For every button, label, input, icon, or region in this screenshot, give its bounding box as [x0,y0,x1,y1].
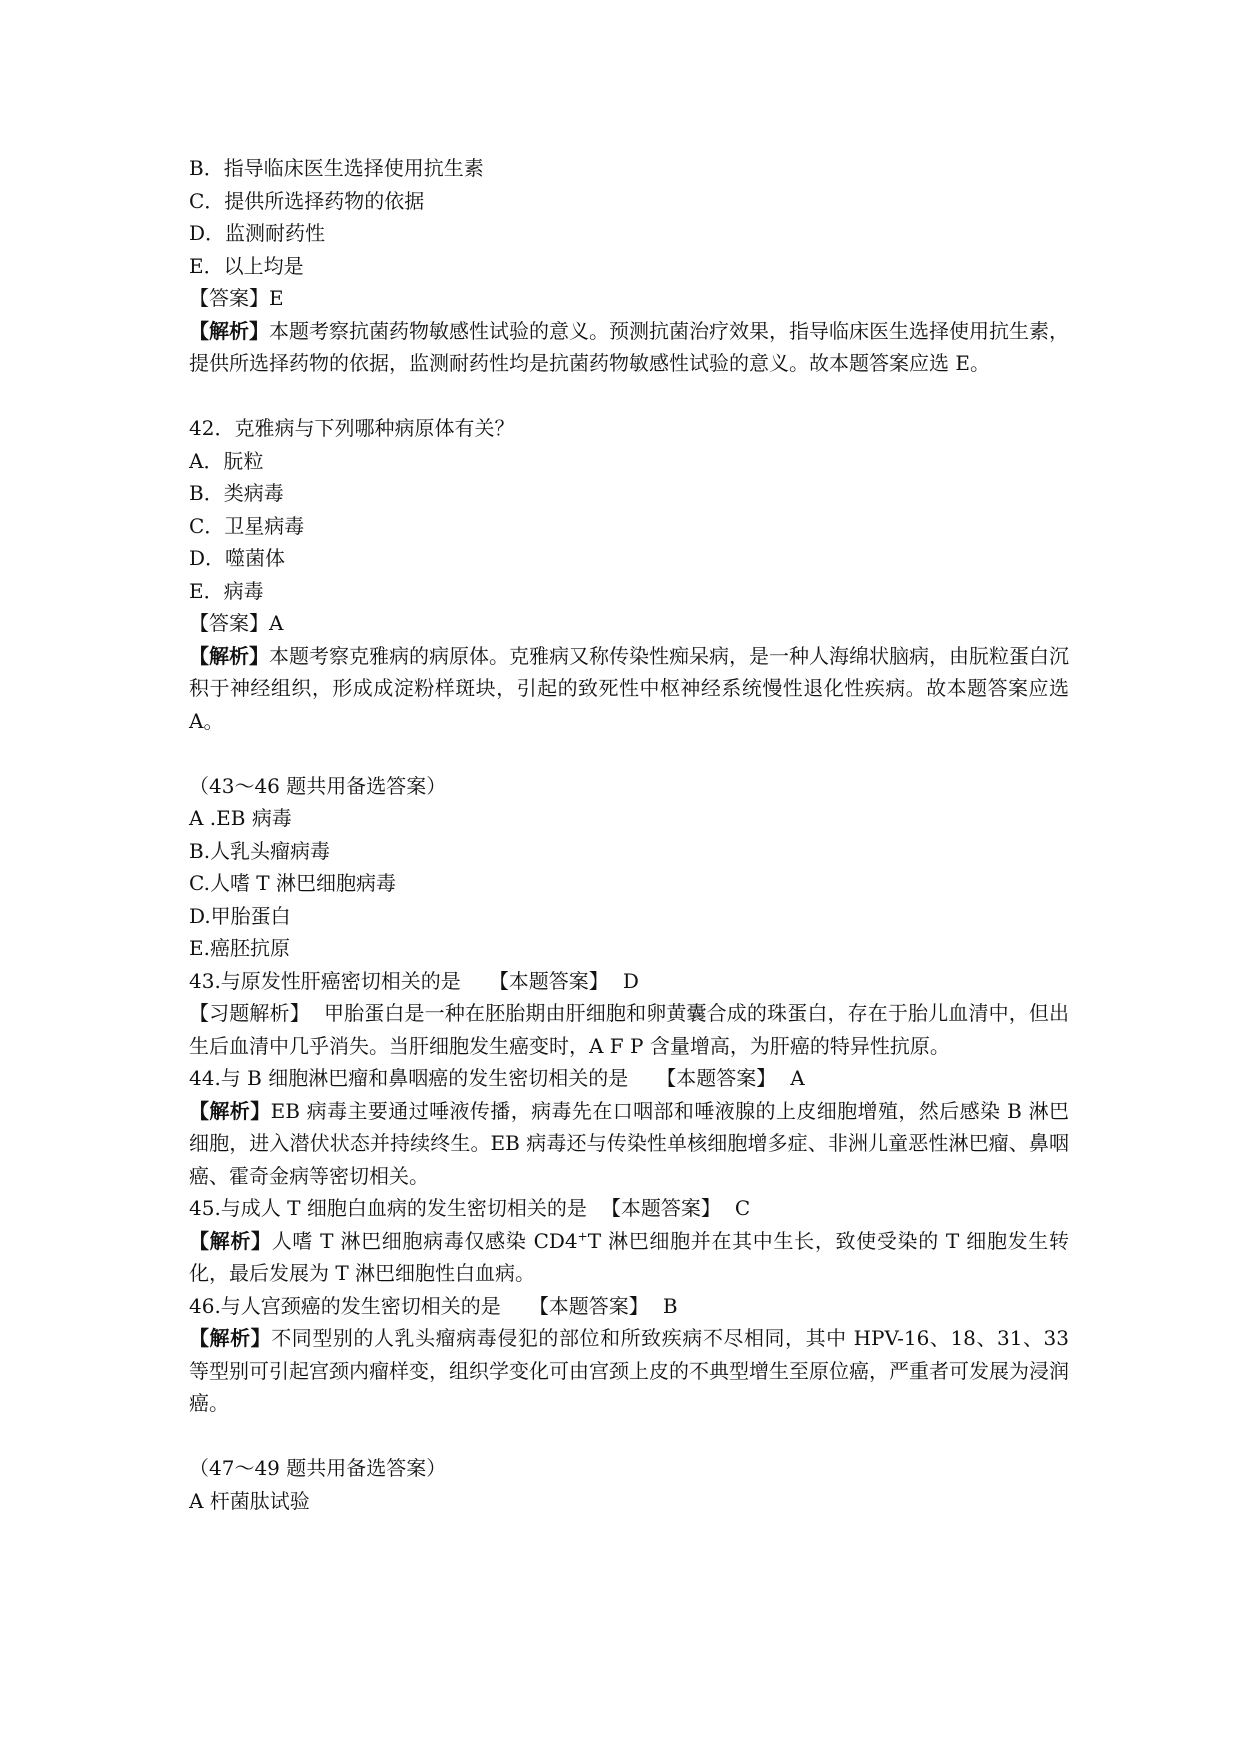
q46-analysis-label: 【解析】 [189,1326,272,1350]
group43-header: （43～46 题共用备选答案） [189,773,447,798]
group47-option-a: A 杆菌肽试验 [189,1488,310,1513]
q41-option-c: C．提供所选择药物的依据 [189,188,425,213]
q46-answer: B [662,1293,678,1318]
q43-answer-label: 【本题答案】 [488,968,609,993]
q45-answer: C [734,1196,751,1220]
q42-option-b: B．类病毒 [189,481,284,505]
q45-analysis-label: 【解析】 [189,1228,272,1253]
q42-question: 42．克雅病与下列哪种病原体有关？ [189,416,515,440]
q41-analysis-text: 本题考察抗菌药物敏感性试验的意义。预测抗菌治疗效果，指导临床医生选择使用抗生素，提供所选择药物的依据，监测耐药性均是抗菌药物敏感性试验的意义。故本题答案应选 E。 [189,318,1069,375]
q44-answer: A [790,1066,805,1090]
q41-option-b: B．指导临床医生选择使用抗生素 [189,156,484,180]
document-body [189,152,1069,1517]
q45-analysis-post: T 淋巴细胞并在其中生长，致使受染的 T 细胞发生转化，最后发展为 T 淋巴细胞性白血病。 [189,1228,1069,1285]
q45-analysis-sup: + [577,1228,588,1243]
q43-analysis [189,997,1069,1062]
q46-analysis [189,1322,1069,1420]
q41-option-e: E．以上均是 [189,253,304,278]
spacer [189,1420,1069,1453]
q41-option-d: D．监测耐药性 [189,221,326,245]
q46-question-line [189,1290,1069,1323]
group43-option-b: B.人乳头瘤病毒 [189,838,331,863]
group43-option-a: A .EB 病毒 [189,806,292,830]
q42-option-d: D．噬菌体 [189,546,286,570]
q42-option-a: A．朊粒 [189,448,264,473]
group47-header: （47～49 题共用备选答案） [189,1456,447,1480]
q41-answer: 【答案】E [189,286,284,310]
q42-option-e: E．病毒 [189,578,264,603]
q46-analysis-text: 不同型别的人乳头瘤病毒侵犯的部位和所致疾病不尽相同，其中 HPV-16、18、31、33 等型别可引起宫颈内瘤样变，组织学变化可由宫颈上皮的不典型增生至原位癌，严重者可发展为浸润癌。 [189,1326,1070,1415]
q43-answer: D [622,968,639,993]
q44-analysis-text: EB 病毒主要通过唾液传播，病毒先在口咽部和唾液腺的上皮细胞增殖，然后感染 B 淋巴细胞，进入潜伏状态并持续终生。EB 病毒还与传染性单核细胞增多症、非洲儿童恶性淋巴瘤、鼻咽癌、霍奇金病等密切相关。 [189,1098,1070,1188]
q44-question: 44.与 B 细胞淋巴瘤和鼻咽癌的发生密切相关的是 [189,1066,629,1090]
q46-answer-label: 【本题答案】 [528,1293,649,1318]
q42-analysis-label: 【解析】 [189,643,269,668]
q42-analysis-text: 本题考察克雅病的病原体。克雅病又称传染性痴呆病，是一种人海绵状脑病，由朊粒蛋白沉积于神经组织，形成成淀粉样斑块，引起的致死性中枢神经系统慢性退化性疾病。故本题答案应选 A。 [189,643,1069,733]
q44-analysis [189,1095,1069,1193]
q43-question-line [189,965,1069,998]
group43-option-d: D.甲胎蛋白 [189,903,291,928]
q42-answer: 【答案】A [189,611,284,635]
q41-analysis [189,315,1069,380]
group43-option-e: E.癌胚抗原 [189,936,290,960]
q43-analysis-label: 【习题解析】 [189,1001,310,1025]
spacer [189,737,1069,770]
spacer [189,380,1069,413]
group43-option-c: C.人嗜 T 淋巴细胞病毒 [189,871,397,895]
q43-question: 43.与原发性肝癌密切相关的是 [189,968,461,993]
q42-analysis [189,640,1069,738]
q44-question-line [189,1062,1069,1095]
q44-analysis-label: 【解析】 [189,1098,271,1123]
q42-option-c: C．卫星病毒 [189,513,305,538]
q43-analysis-text: 甲胎蛋白是一种在胚胎期由肝细胞和卵黄囊合成的珠蛋白，存在于胎儿血清中，但出生后血清中几乎消失。当肝细胞发生癌变时，A F P 含量增高，为肝癌的特异性抗原。 [189,1001,1070,1058]
q44-answer-label: 【本题答案】 [656,1066,777,1090]
q45-question: 45.与成人 T 细胞白血病的发生密切相关的是 [189,1196,587,1220]
q46-question: 46.与人宫颈癌的发生密切相关的是 [189,1293,501,1318]
q45-answer-label: 【本题答案】 [600,1196,721,1220]
q45-analysis-pre: 人嗜 T 淋巴细胞病毒仅感染 CD4 [271,1228,578,1253]
q41-analysis-label: 【解析】 [189,318,269,343]
q45-question-line [189,1192,1069,1225]
q45-analysis [189,1225,1069,1290]
